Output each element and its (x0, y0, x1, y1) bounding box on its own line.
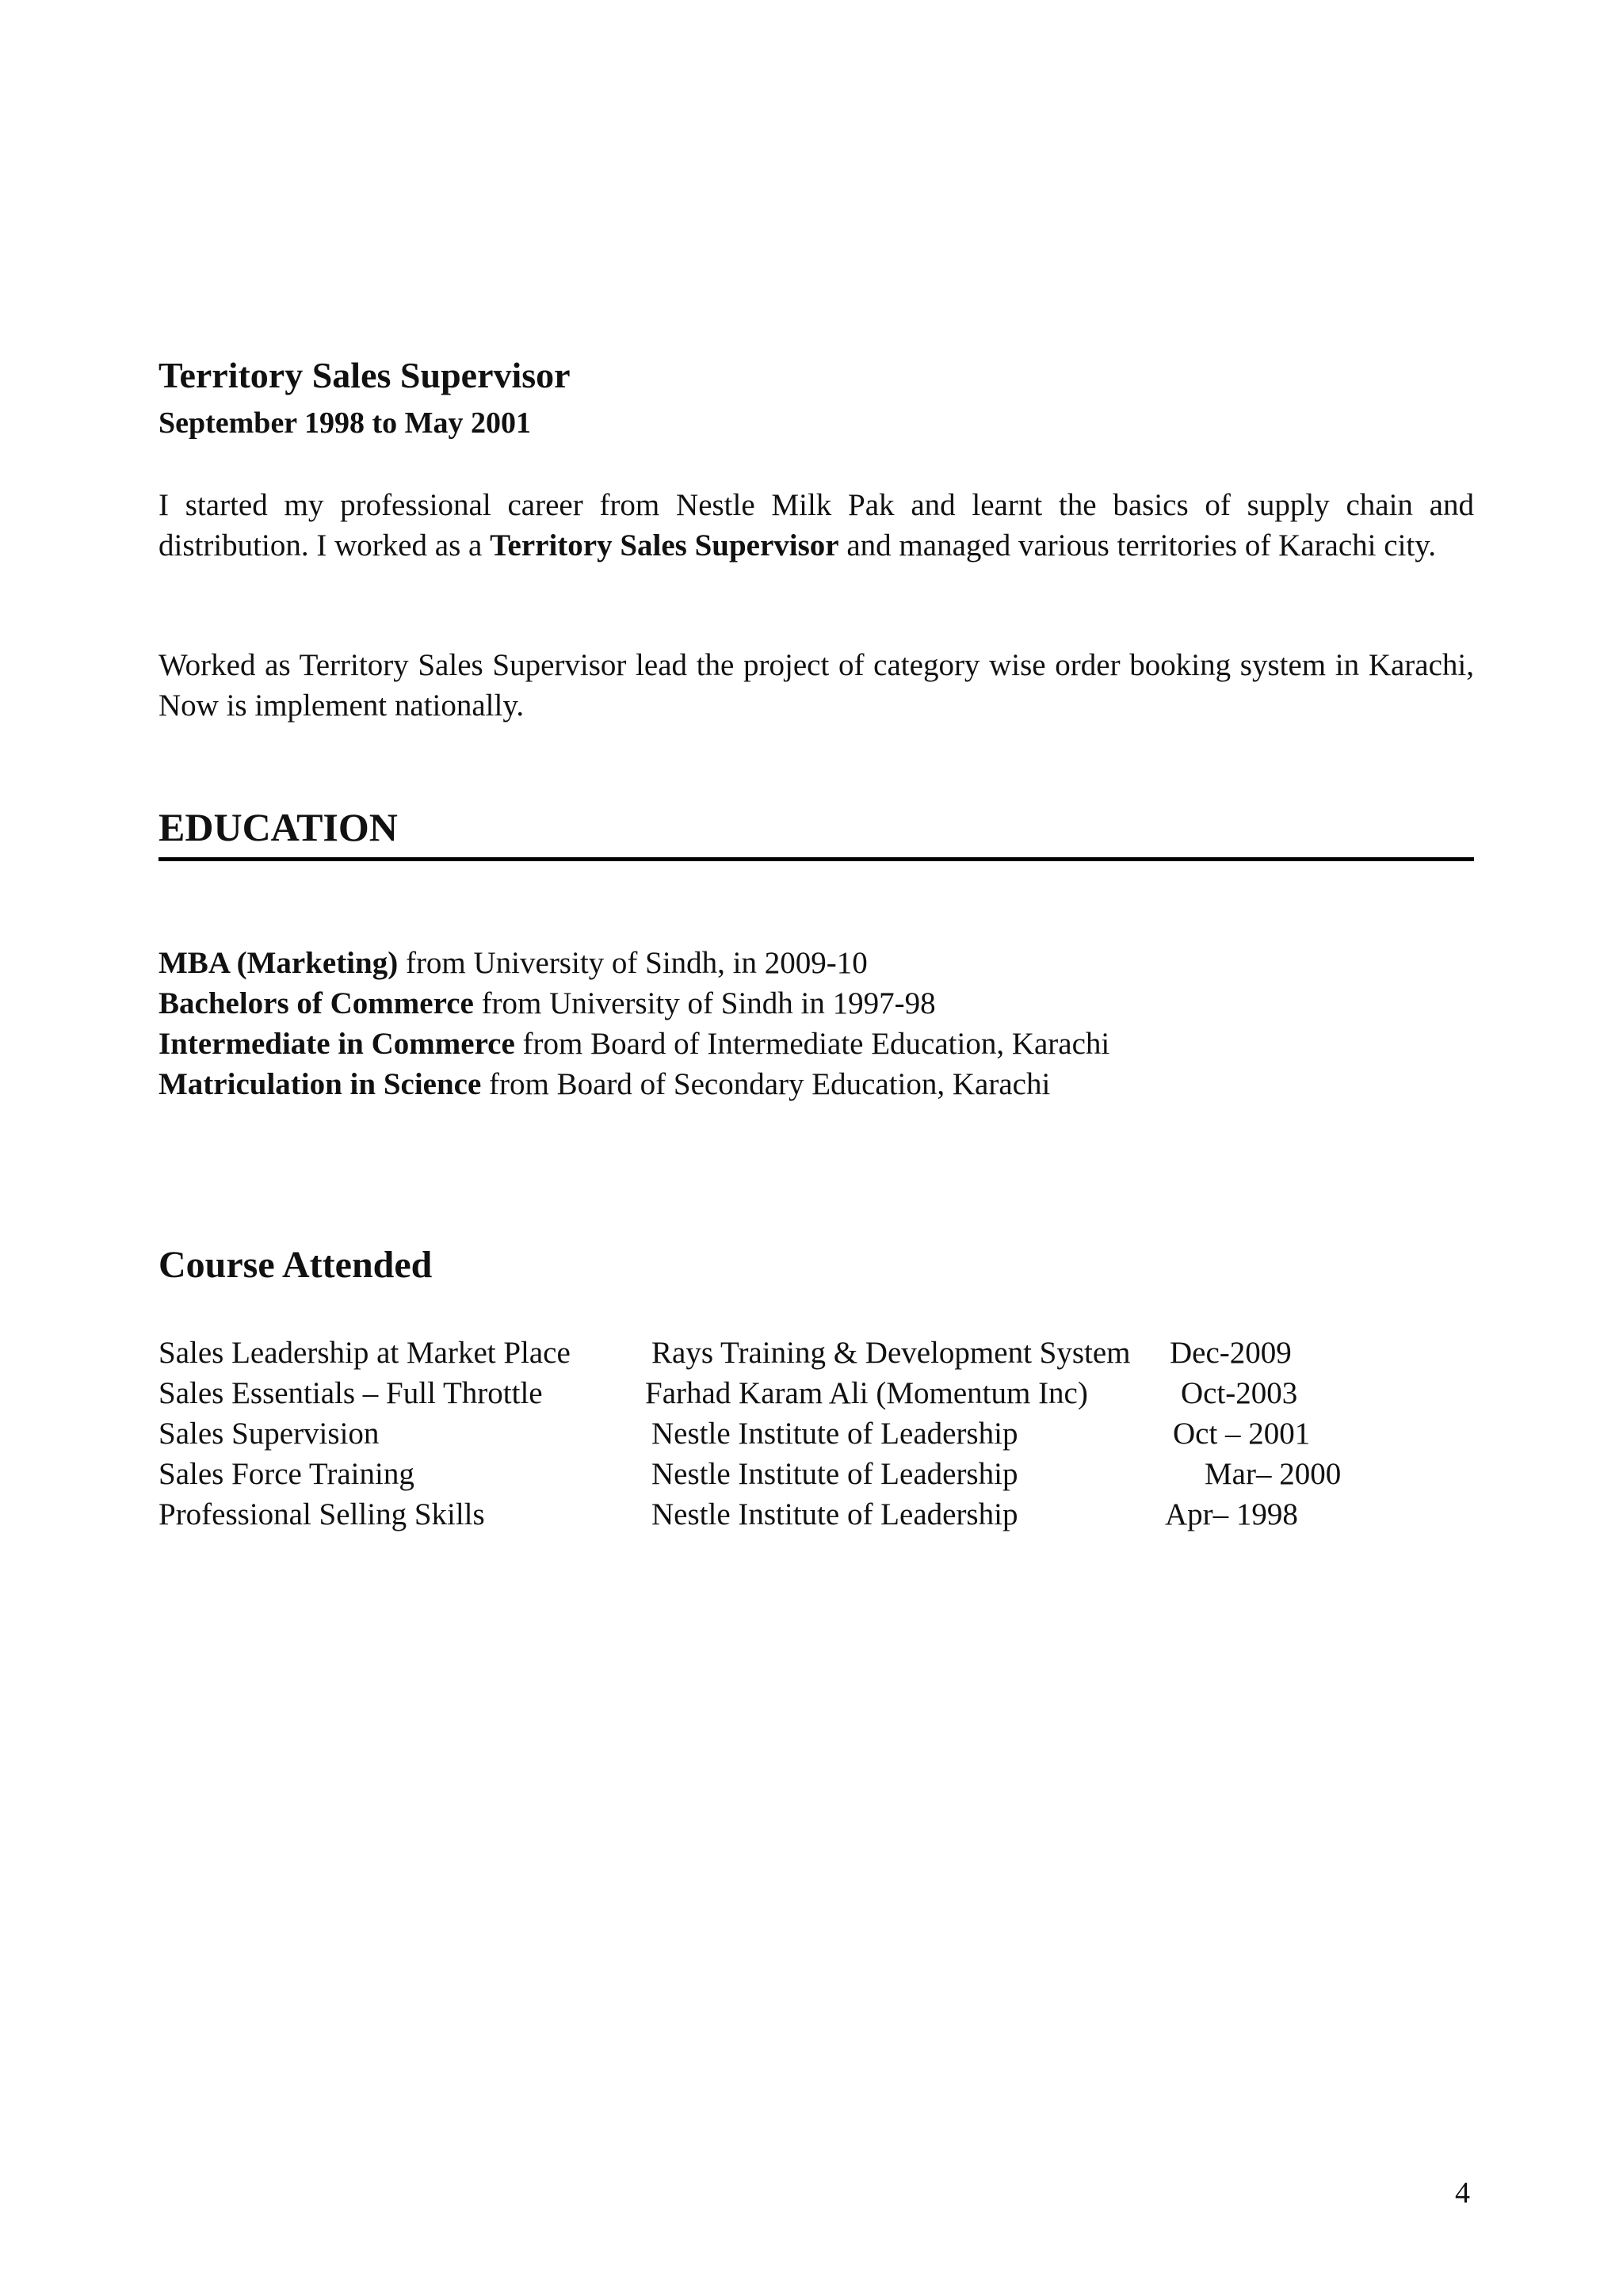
course-institute: Nestle Institute of Leadership (651, 1457, 1018, 1491)
education-detail: from University of Sindh in 1997-98 (473, 986, 936, 1020)
job-dates: September 1998 to May 2001 (158, 406, 532, 440)
job-description-paragraph-1 (158, 485, 1474, 566)
course-institute: Rays Training & Development System (651, 1336, 1131, 1370)
course-date: Dec-2009 (1170, 1336, 1292, 1370)
course-name: Sales Leadership at Market Place (158, 1336, 571, 1370)
course-institute: Nestle Institute of Leadership (651, 1497, 1018, 1531)
education-item (158, 983, 1109, 1024)
education-degree: Intermediate in Commerce (158, 1027, 515, 1061)
education-heading: EDUCATION (158, 805, 398, 849)
course-name: Sales Supervision (158, 1417, 380, 1451)
job-description-paragraph-2: Worked as Territory Sales Supervisor lead the project of category wise order booking system in Karachi, Now is implement nationally. (158, 648, 1474, 723)
course-date: Apr– 1998 (1165, 1497, 1298, 1531)
education-item (158, 1024, 1109, 1064)
course-date: Oct – 2001 (1173, 1417, 1311, 1451)
job-description-text: I started my professional career from Nestle Milk Pak and learnt the basics of supply chain and distribution. I worked as a (158, 488, 1474, 563)
education-list (158, 943, 1109, 1104)
course-name: Sales Essentials – Full Throttle (158, 1376, 543, 1410)
education-degree: Matriculation in Science (158, 1067, 482, 1101)
course-date: Mar– 2000 (1205, 1457, 1342, 1491)
courses-heading: Course Attended (158, 1244, 433, 1286)
education-detail: from Board of Secondary Education, Karachi (481, 1067, 1051, 1101)
education-degree: Bachelors of Commerce (158, 986, 474, 1020)
job-description-text: and managed various territories of Karachi city. (838, 528, 1436, 563)
course-name: Professional Selling Skills (158, 1497, 485, 1531)
education-item (158, 1064, 1109, 1104)
education-detail: from Board of Intermediate Education, Karachi (514, 1027, 1110, 1061)
job-description-bold-title: Territory Sales Supervisor (490, 528, 839, 563)
course-institute: Nestle Institute of Leadership (651, 1417, 1018, 1451)
education-item (158, 943, 1109, 983)
course-name: Sales Force Training (158, 1457, 414, 1491)
job-title: Territory Sales Supervisor (158, 355, 571, 395)
course-institute: Farhad Karam Ali (Momentum Inc) (645, 1376, 1088, 1410)
page-number: 4 (1455, 2176, 1470, 2210)
course-date: Oct-2003 (1181, 1376, 1298, 1410)
education-detail: from University of Sindh, in 2009-10 (398, 946, 868, 980)
education-degree: MBA (Marketing) (158, 946, 399, 980)
education-divider (158, 857, 1474, 861)
